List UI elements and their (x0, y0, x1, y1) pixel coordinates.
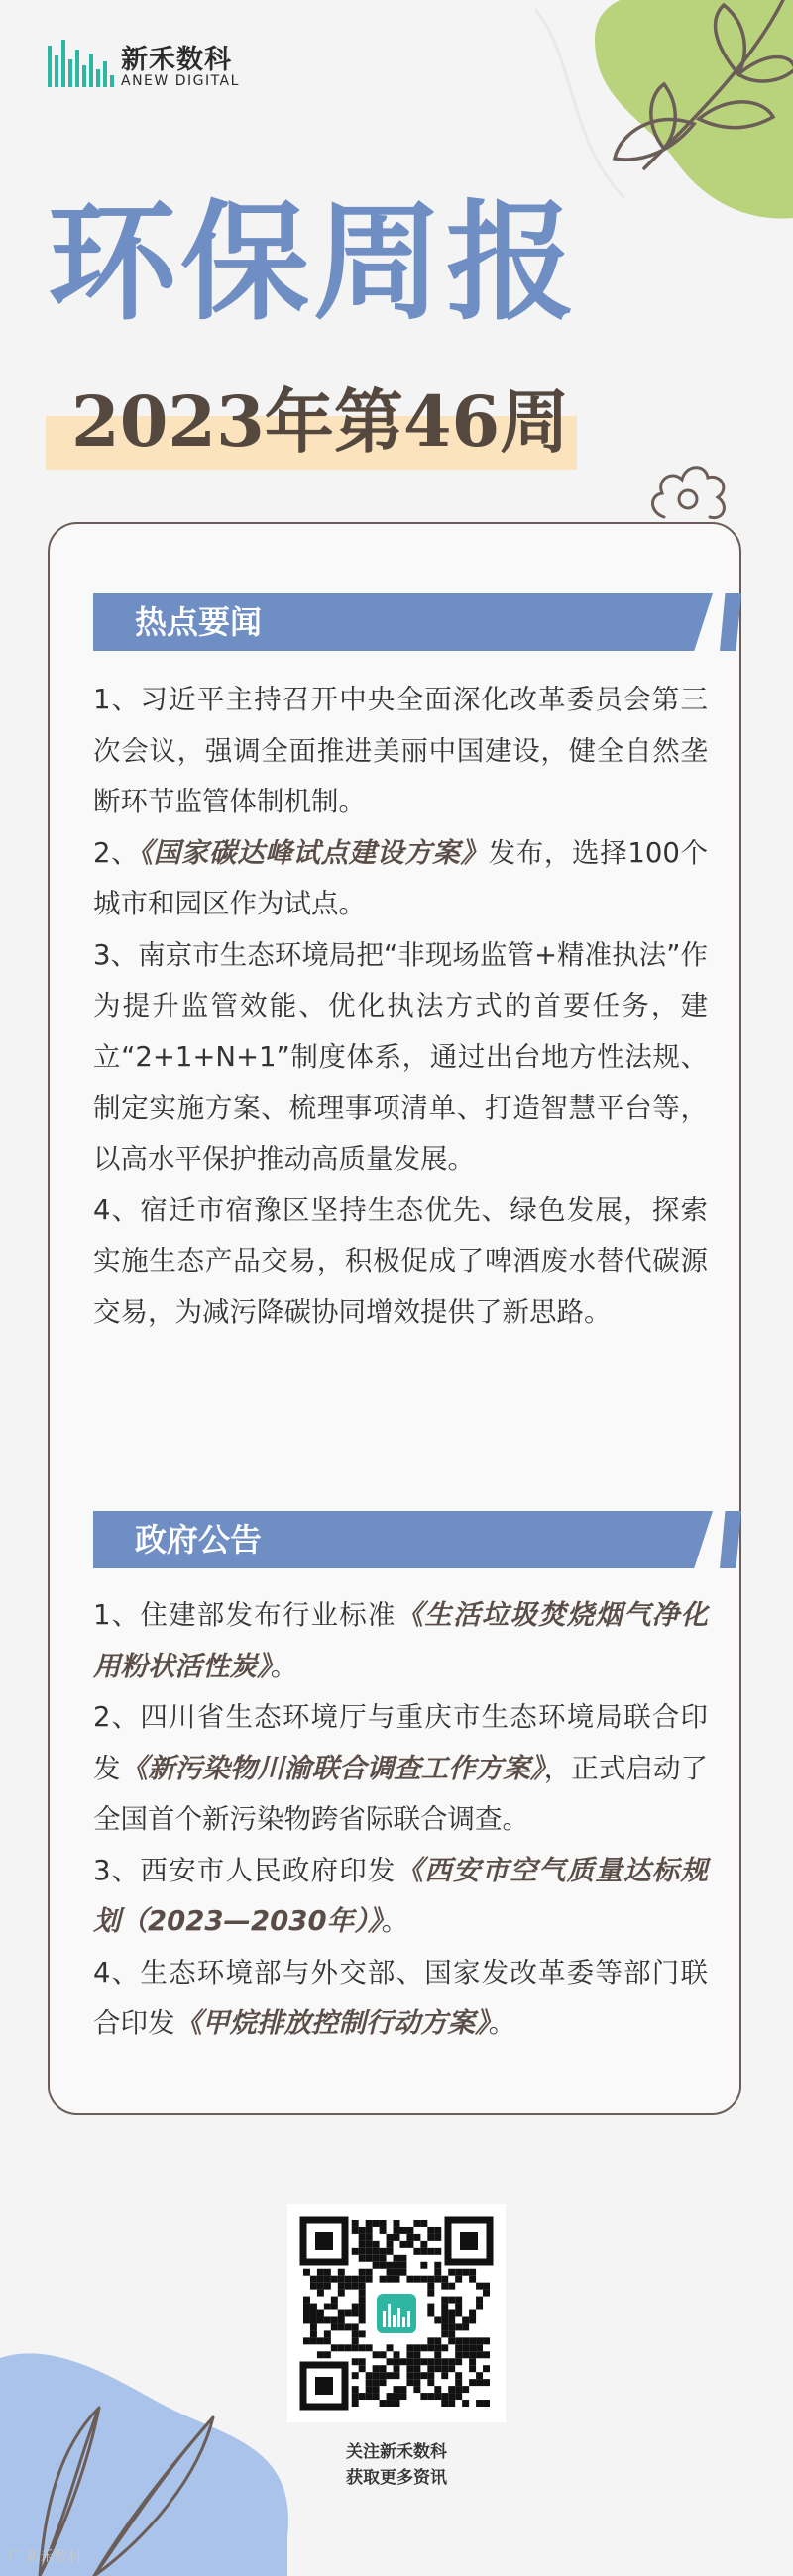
item-text: 3、南京市生态环境局把“非现场监管+精准执法”作为提升监管效能、优化执法方式的首要任务，建立“2+1+N+1”制度体系，通过出台地方性法规、制定实施方案、梳理事项清单、打造智慧平台等，以高水平保护推动高质量发展。 (93, 938, 708, 1175)
item-text: 4、宿迁市宿豫区坚持生态优先、绿色发展，探索实施生态产品交易，积极促成了啤酒废水替代碳源交易，为减污降碳协同增效提供了新思路。 (93, 1194, 708, 1328)
issue-subtitle: 2023年第46周 (71, 380, 570, 463)
qr-caption-line2: 获取更多资讯 (346, 2468, 447, 2488)
qr-caption-line1: 关注新禾数科 (346, 2442, 447, 2462)
item-text: 3、西安市人民政府印发 (93, 1854, 396, 1886)
item-text: 2、 (93, 836, 140, 869)
brand-logo (48, 36, 246, 95)
content-card (48, 522, 741, 2115)
watermark: 广 新禾数科 (8, 2549, 82, 2565)
document-title: 《甲烷排放控制行动方案》 (174, 2007, 489, 2039)
item-text: ，正式启动了全国首个新污染物跨省际联合调查。 (93, 1752, 709, 1835)
document-title: 《国家碳达峰试点建设方案》 (139, 836, 489, 869)
document-title: 《西安市空气质量达标规划（2023—2030年）》 (93, 1854, 708, 1937)
qr-caption (287, 2439, 506, 2491)
section-title: 政府公告 (135, 1521, 263, 1558)
item-text: 。 (270, 1650, 298, 1682)
item-text: 2、四川省生态环境厅与重庆市生态环境局联合印发 (93, 1701, 708, 1784)
news-item (93, 1590, 708, 1692)
section-title: 热点要闻 (135, 603, 263, 641)
hot-news-list (93, 675, 708, 1339)
government-notices-list (93, 1590, 708, 2050)
item-text: 1、习近平主持召开中央全面深化改革委员会第三次会议，强调全面推进美丽中国建设，健全自然垄断环节监管体制机制。 (93, 684, 708, 817)
item-text: 发布，选择100个城市和园区作为试点。 (93, 836, 708, 919)
news-item (93, 828, 708, 930)
item-text: 1、住建部发布行业标准 (93, 1599, 396, 1631)
logo-bars-icon (48, 36, 115, 87)
item-text: 。 (381, 1905, 409, 1937)
news-item (93, 1948, 708, 2050)
news-item (93, 675, 708, 828)
item-text: 4、生态环境部与外交部、国家发改革委等部门联合印发 (93, 1956, 708, 2039)
leaf-decoration-bottom (0, 2299, 297, 2576)
flower-doodle (644, 458, 734, 529)
section-header-government-notices (93, 1511, 757, 1568)
news-item (93, 1185, 708, 1339)
item-text: 。 (488, 2007, 516, 2039)
document-title: 《生活垃圾焚烧烟气净化用粉状活性炭》 (93, 1599, 708, 1682)
brand-name-cn: 新禾数科 (121, 45, 232, 75)
section-header-stripe (720, 593, 741, 651)
section-header-hot-news (93, 593, 757, 651)
brand-name-en: ANEW DIGITAL (121, 73, 240, 89)
news-item (93, 1846, 708, 1948)
document-title: 《新污染物川渝联合调查工作方案》 (120, 1752, 544, 1784)
section-header-stripe (720, 1511, 741, 1568)
page-title: 环保周报 (48, 186, 580, 338)
qr-code (287, 2204, 506, 2422)
news-item (93, 1692, 708, 1846)
news-item (93, 930, 708, 1186)
